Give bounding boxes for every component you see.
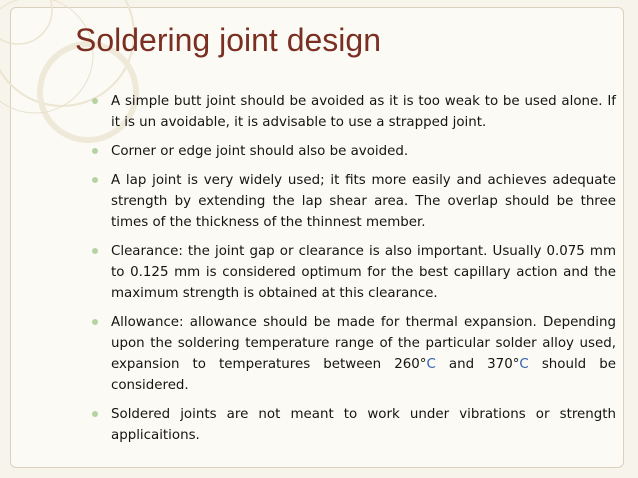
bullet-text: Corner or edge joint should also be avoided. xyxy=(111,144,409,159)
bullet-item-butt-joint xyxy=(92,91,616,133)
bullet-text: A lap joint is very widely used; it fits more easily and achieves adequate strength by extending the lap shear area. The overlap should be three times of the thickness of the thinnest member. xyxy=(111,173,616,230)
bullet-dot-icon xyxy=(92,319,98,325)
bullet-item-vibrations xyxy=(92,404,616,446)
bullet-dot-icon xyxy=(92,177,98,183)
bullet-dot-icon xyxy=(92,148,98,154)
bullet-dot-icon xyxy=(92,411,98,417)
bullet-text-part: and 370° xyxy=(435,357,520,372)
bullet-list xyxy=(92,91,616,454)
slide-title: Soldering joint design xyxy=(75,22,381,58)
bullet-item-allowance xyxy=(92,312,616,396)
bullet-dot-icon xyxy=(92,248,98,254)
bullet-item-corner-joint xyxy=(92,141,616,162)
bullet-item-clearance xyxy=(92,241,616,304)
bullet-text-part: Allowance: allowance should be made for thermal expansion. Depending upon the soldering temperature range of the particular solder alloy used, expansion to temperatures between 260° xyxy=(111,315,616,372)
bullet-dot-icon xyxy=(92,98,98,104)
bullet-text-part: should be considered. xyxy=(111,357,616,393)
bullet-text: Soldered joints are not meant to work under vibrations or strength applicaitions. xyxy=(111,407,616,443)
bullet-text: A simple butt joint should be avoided as it is too weak to be used alone. If it is un avoidable, it is advisable to use a strapped joint. xyxy=(111,94,616,130)
unit-celsius: C xyxy=(519,357,529,372)
bullet-item-lap-joint xyxy=(92,170,616,233)
bullet-text: Clearance: the joint gap or clearance is also important. Usually 0.075 mm to 0.125 mm is considered optimum for the best capillary action and the maximum strength is obtained at this clearance. xyxy=(111,244,616,301)
unit-celsius: C xyxy=(426,357,436,372)
